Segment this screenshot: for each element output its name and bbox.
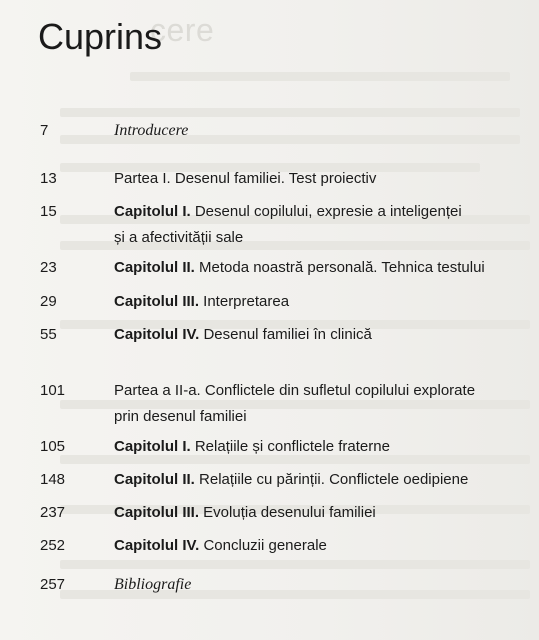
toc-page-number: 257 <box>40 576 66 593</box>
toc-chapter-title: Metoda noastră personală. Tehnica testului <box>199 259 485 276</box>
toc-label <box>114 199 524 251</box>
toc-page-number: 55 <box>40 326 57 343</box>
toc-label <box>114 322 524 348</box>
toc-label <box>114 467 524 493</box>
toc-label: Partea I. Desenul familiei. Test proiectiv <box>114 170 377 187</box>
toc-chapter-title: Desenul copilului, expresie a inteligenței <box>194 203 462 220</box>
toc-page-number: 13 <box>40 170 57 187</box>
toc-chapter-title: Concluzii generale <box>203 537 327 554</box>
toc-chapter-title-line2: și a afectivității sale <box>114 229 244 246</box>
toc-label <box>114 500 524 526</box>
bleed-through-heading: cere <box>150 12 215 48</box>
toc-chapter-title: Interpretarea <box>203 293 290 310</box>
toc-part-title-line2: prin desenul familiei <box>114 408 247 425</box>
toc-chapter-label: Capitolul IV. <box>114 326 200 343</box>
toc-label <box>114 434 524 460</box>
toc-page-number: 252 <box>40 537 66 554</box>
toc-page-number: 15 <box>40 203 57 220</box>
toc-label <box>114 255 524 281</box>
toc-chapter-label: Capitolul III. <box>114 293 199 310</box>
toc-label <box>114 378 524 430</box>
toc-label: Bibliografie <box>114 576 192 593</box>
toc-label <box>114 289 524 315</box>
toc-page-number: 23 <box>40 259 57 276</box>
bleed-through-line <box>60 108 520 117</box>
toc-page-number: 148 <box>40 471 66 488</box>
toc-chapter-label: Capitolul I. <box>114 203 191 220</box>
page-title: Cuprins <box>38 16 163 57</box>
toc-label: Introducere <box>114 122 189 139</box>
bleed-through-line <box>60 560 530 569</box>
toc-page-number: 105 <box>40 438 66 455</box>
toc-chapter-label: Capitolul II. <box>114 259 195 276</box>
toc-chapter-title: Relațiile și conflictele fraterne <box>194 438 390 455</box>
toc-part-title: Partea a II-a. Conflictele din sufletul copilului explorate <box>114 382 476 399</box>
toc-page-number: 7 <box>40 122 49 139</box>
toc-chapter-title: Desenul familiei în clinică <box>203 326 372 343</box>
toc-page-number: 101 <box>40 382 66 399</box>
toc-page-number: 237 <box>40 504 66 521</box>
toc-chapter-title: Evoluția desenului familiei <box>203 504 376 521</box>
toc-chapter-label: Capitolul I. <box>114 438 191 455</box>
toc-chapter-title: Relațiile cu părinții. Conflictele oedipiene <box>199 471 469 488</box>
toc-chapter-label: Capitolul IV. <box>114 537 200 554</box>
bleed-through-line <box>130 72 510 81</box>
toc-page-number: 29 <box>40 293 57 310</box>
toc-chapter-label: Capitolul III. <box>114 504 199 521</box>
toc-chapter-label: Capitolul II. <box>114 471 195 488</box>
toc-label <box>114 533 524 559</box>
